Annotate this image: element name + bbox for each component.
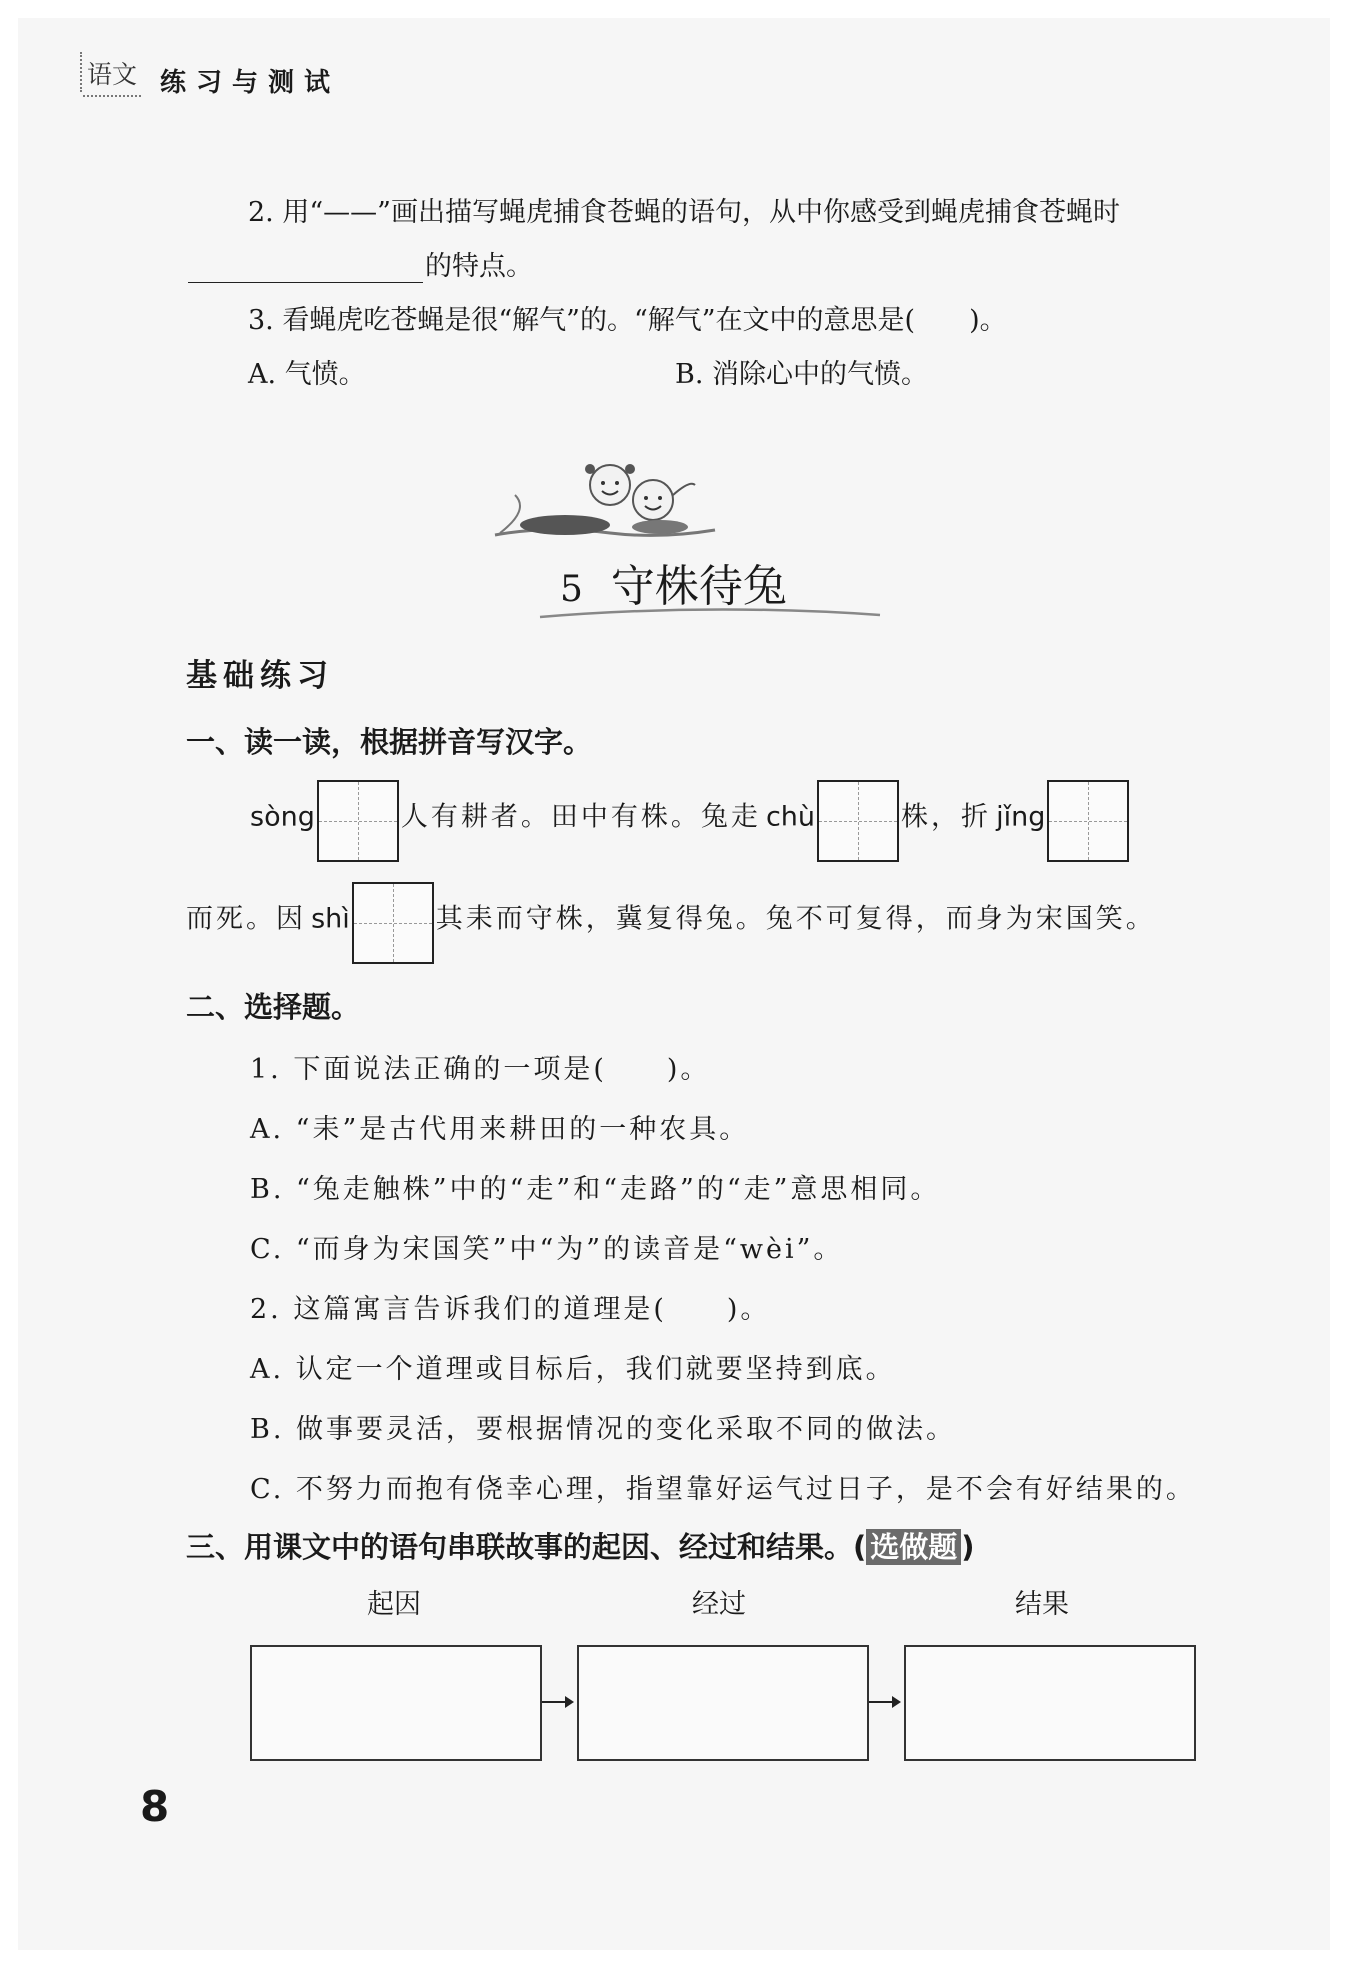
arrow-icon [542, 1701, 572, 1703]
prev-q3: 3. 看蝇虎吃苍蝇是很“解气”的。“解气”在文中的意思是( )。 [248, 305, 1007, 336]
flow-label-result: 结果 [1015, 1589, 1069, 1620]
section1-heading: 一、读一读，根据拼音写汉字。 [186, 725, 593, 759]
text-segment-1: 人有耕者。田中有株。兔走 [400, 801, 761, 833]
pinyin-line-1 [250, 780, 1131, 862]
pinyin-chu: chù [765, 801, 816, 833]
section3-heading-end: ) [961, 1530, 975, 1564]
prev-q2-tail: 的特点。 [425, 251, 533, 282]
char-box-3[interactable] [1047, 780, 1129, 862]
choice-q1-option-c: C. “而身为宋国笑”中“为”的读音是“wèi”。 [250, 1234, 844, 1265]
prev-q2-line2 [188, 244, 533, 283]
flow-box-process[interactable] [577, 1645, 869, 1761]
flow-label-cause: 起因 [367, 1589, 421, 1620]
pinyin-line-2 [186, 882, 1156, 964]
choice-q1-option-b: B. “兔走触株”中的“走”和“走路”的“走”意思相同。 [250, 1174, 941, 1205]
optional-tag: 选做题 [866, 1529, 961, 1565]
pinyin-shi: shì [311, 903, 350, 935]
section3-heading-text: 三、用课文中的语句串联故事的起因、经过和结果。( [186, 1530, 867, 1564]
flow-box-result[interactable] [904, 1645, 1196, 1761]
header-subject: 语文 [83, 55, 141, 97]
flow-box-cause[interactable] [250, 1645, 542, 1761]
choice-q1-option-a: A. “耒”是古代用来耕田的一种农具。 [250, 1114, 750, 1145]
page-number: 8 [140, 1782, 170, 1831]
lesson-name: 守株待兔 [610, 561, 787, 612]
pinyin-jing: jǐng [996, 801, 1046, 833]
prev-q3-option-b: B. 消除心中的气愤。 [675, 359, 929, 390]
char-box-2[interactable] [817, 780, 899, 862]
text-segment-2: 株，折 [901, 801, 992, 833]
char-box-4[interactable] [352, 882, 434, 964]
pinyin-song: sòng [250, 801, 315, 833]
choice-q2: 2. 这篇寓言告诉我们的道理是( )。 [250, 1294, 771, 1325]
answer-blank[interactable] [188, 254, 423, 283]
section2-heading: 二、选择题。 [186, 990, 361, 1024]
choice-q1: 1. 下面说法正确的一项是( )。 [250, 1054, 711, 1085]
choice-q2-option-c: C. 不努力而抱有侥幸心理，指望靠好运气过日子，是不会有好结果的。 [250, 1474, 1196, 1505]
text-segment-4: 其耒而守株，冀复得兔。兔不可复得，而身为宋国笑。 [435, 903, 1156, 935]
basics-heading: 基础练习 [186, 658, 334, 694]
arrow-icon [869, 1701, 899, 1703]
choice-q2-option-b: B. 做事要灵活，要根据情况的变化采取不同的做法。 [250, 1414, 957, 1445]
choice-q2-option-a: A. 认定一个道理或目标后，我们就要坚持到底。 [250, 1354, 896, 1385]
text-segment-3: 而死。因 [186, 903, 306, 935]
header-title: 练习与测试 [160, 68, 341, 98]
flow-label-process: 经过 [692, 1589, 746, 1620]
prev-q3-option-a: A. 气愤。 [248, 359, 366, 390]
lesson-number: 5 [560, 569, 583, 610]
char-box-1[interactable] [317, 780, 399, 862]
prev-q2-line1: 2. 用“——”画出描写蝇虎捕食苍蝇的语句，从中你感受到蝇虎捕食苍蝇时 [248, 197, 1120, 228]
title-underline [530, 605, 890, 625]
section3-heading [186, 1525, 975, 1566]
children-illustration [490, 455, 720, 550]
